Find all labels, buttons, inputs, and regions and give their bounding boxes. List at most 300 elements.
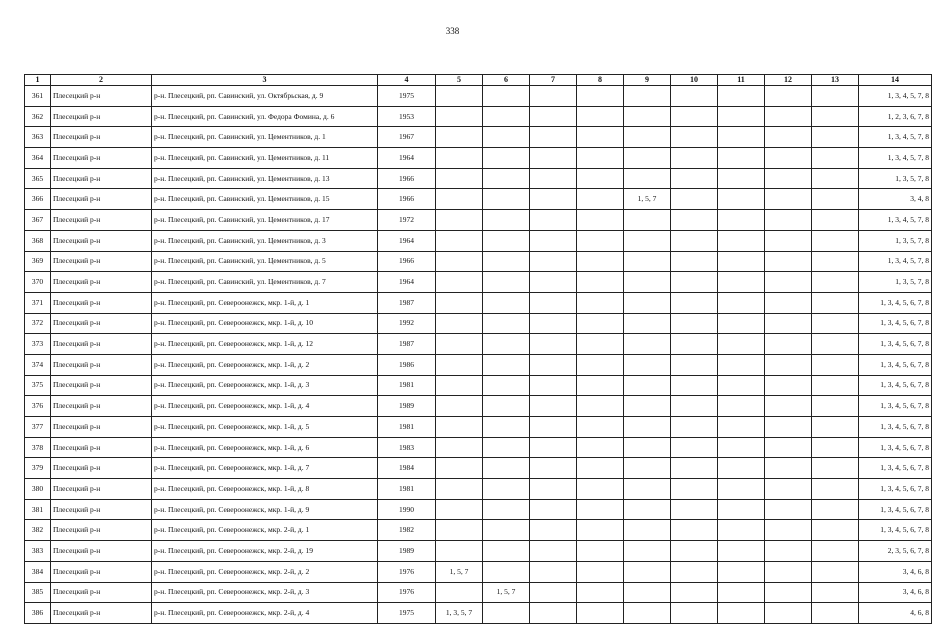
table-cell-col-3: р-н. Плесецкий, рп. Североонежск, мкр. 1-й, д. 10 bbox=[152, 313, 378, 334]
header-cell: 5 bbox=[436, 75, 483, 86]
table-cell-col-10 bbox=[671, 272, 718, 293]
table-cell-col-8 bbox=[577, 582, 624, 603]
table-cell-col-3: р-н. Плесецкий, рп. Савинский, ул. Цементников, д. 11 bbox=[152, 148, 378, 169]
table-cell-col-10 bbox=[671, 499, 718, 520]
table-cell-col-6 bbox=[483, 499, 530, 520]
table-cell-col-11 bbox=[718, 189, 765, 210]
table-cell-col-10 bbox=[671, 582, 718, 603]
table-cell-col-13 bbox=[812, 86, 859, 107]
header-cell: 11 bbox=[718, 75, 765, 86]
table-cell-col-13 bbox=[812, 210, 859, 231]
header-cell: 10 bbox=[671, 75, 718, 86]
table-row bbox=[25, 272, 932, 293]
table-cell-col-11 bbox=[718, 561, 765, 582]
table-cell-col-3: р-н. Плесецкий, рп. Североонежск, мкр. 2-й, д. 1 bbox=[152, 520, 378, 541]
table-cell-col-7 bbox=[530, 437, 577, 458]
table-cell-col-2: Плесецкий р-н bbox=[51, 106, 152, 127]
table-cell-col-2: Плесецкий р-н bbox=[51, 520, 152, 541]
table-cell-col-6 bbox=[483, 334, 530, 355]
table-cell-col-2: Плесецкий р-н bbox=[51, 458, 152, 479]
table-cell-col-11 bbox=[718, 396, 765, 417]
table-cell-col-4: 1972 bbox=[378, 210, 436, 231]
table-cell-col-4: 1981 bbox=[378, 417, 436, 438]
table-cell-col-13 bbox=[812, 272, 859, 293]
table-cell-col-6 bbox=[483, 230, 530, 251]
table-cell-col-2: Плесецкий р-н bbox=[51, 561, 152, 582]
table-cell-col-9 bbox=[624, 396, 671, 417]
table-cell-col-1: 362 bbox=[25, 106, 51, 127]
table-cell-col-11 bbox=[718, 313, 765, 334]
table-cell-col-6 bbox=[483, 396, 530, 417]
table-cell-col-7 bbox=[530, 520, 577, 541]
table-cell-col-1: 371 bbox=[25, 292, 51, 313]
table-cell-col-2: Плесецкий р-н bbox=[51, 603, 152, 624]
table-row bbox=[25, 582, 932, 603]
header-cell: 14 bbox=[859, 75, 932, 86]
table-cell-col-11 bbox=[718, 582, 765, 603]
table-cell-col-7 bbox=[530, 375, 577, 396]
table-cell-col-12 bbox=[765, 127, 812, 148]
table-cell-col-7 bbox=[530, 230, 577, 251]
table-row bbox=[25, 354, 932, 375]
table-cell-col-13 bbox=[812, 603, 859, 624]
table-cell-col-2: Плесецкий р-н bbox=[51, 582, 152, 603]
table-cell-col-8 bbox=[577, 210, 624, 231]
table-cell-col-5 bbox=[436, 148, 483, 169]
table-cell-col-7 bbox=[530, 210, 577, 231]
table-cell-col-2: Плесецкий р-н bbox=[51, 396, 152, 417]
table-cell-col-2: Плесецкий р-н bbox=[51, 168, 152, 189]
table-cell-col-4: 1989 bbox=[378, 396, 436, 417]
table-cell-col-14: 1, 3, 5, 7, 8 bbox=[859, 230, 932, 251]
table-cell-col-13 bbox=[812, 292, 859, 313]
table-cell-col-13 bbox=[812, 375, 859, 396]
table-cell-col-8 bbox=[577, 417, 624, 438]
table-row bbox=[25, 375, 932, 396]
table-cell-col-10 bbox=[671, 561, 718, 582]
table-cell-col-10 bbox=[671, 396, 718, 417]
table-cell-col-11 bbox=[718, 334, 765, 355]
table-cell-col-10 bbox=[671, 437, 718, 458]
table-cell-col-2: Плесецкий р-н bbox=[51, 479, 152, 500]
table-row bbox=[25, 541, 932, 562]
table-cell-col-12 bbox=[765, 210, 812, 231]
table-cell-col-6 bbox=[483, 86, 530, 107]
table-cell-col-14: 1, 3, 4, 5, 6, 7, 8 bbox=[859, 437, 932, 458]
table-cell-col-3: р-н. Плесецкий, рп. Североонежск, мкр. 1-й, д. 3 bbox=[152, 375, 378, 396]
table-cell-col-10 bbox=[671, 458, 718, 479]
table-cell-col-5 bbox=[436, 292, 483, 313]
table-cell-col-6 bbox=[483, 168, 530, 189]
table-cell-col-9 bbox=[624, 582, 671, 603]
table-cell-col-8 bbox=[577, 541, 624, 562]
table-row bbox=[25, 251, 932, 272]
header-cell: 3 bbox=[152, 75, 378, 86]
table-cell-col-6 bbox=[483, 458, 530, 479]
table-cell-col-12 bbox=[765, 561, 812, 582]
table-cell-col-14: 1, 3, 4, 5, 6, 7, 8 bbox=[859, 313, 932, 334]
table-cell-col-14: 1, 3, 4, 5, 6, 7, 8 bbox=[859, 417, 932, 438]
table-cell-col-14: 1, 3, 4, 5, 6, 7, 8 bbox=[859, 375, 932, 396]
table-cell-col-8 bbox=[577, 396, 624, 417]
table-cell-col-2: Плесецкий р-н bbox=[51, 417, 152, 438]
table-cell-col-4: 1966 bbox=[378, 251, 436, 272]
table-cell-col-3: р-н. Плесецкий, рп. Североонежск, мкр. 1-й, д. 12 bbox=[152, 334, 378, 355]
table-row bbox=[25, 86, 932, 107]
table-cell-col-5 bbox=[436, 499, 483, 520]
table-cell-col-3: р-н. Плесецкий, рп. Североонежск, мкр. 1-й, д. 1 bbox=[152, 292, 378, 313]
table-cell-col-7 bbox=[530, 396, 577, 417]
table-cell-col-4: 1989 bbox=[378, 541, 436, 562]
table-cell-col-9 bbox=[624, 458, 671, 479]
table-cell-col-5 bbox=[436, 230, 483, 251]
table-cell-col-10 bbox=[671, 334, 718, 355]
table-cell-col-5 bbox=[436, 168, 483, 189]
table-cell-col-13 bbox=[812, 189, 859, 210]
table-cell-col-13 bbox=[812, 148, 859, 169]
table-cell-col-11 bbox=[718, 86, 765, 107]
table-cell-col-12 bbox=[765, 437, 812, 458]
table-cell-col-14: 1, 3, 4, 5, 6, 7, 8 bbox=[859, 499, 932, 520]
table-cell-col-11 bbox=[718, 354, 765, 375]
table-cell-col-13 bbox=[812, 313, 859, 334]
header-cell: 4 bbox=[378, 75, 436, 86]
table-cell-col-7 bbox=[530, 561, 577, 582]
table-cell-col-7 bbox=[530, 479, 577, 500]
table-cell-col-7 bbox=[530, 148, 577, 169]
table-cell-col-4: 1990 bbox=[378, 499, 436, 520]
table-cell-col-11 bbox=[718, 292, 765, 313]
table-cell-col-14: 1, 3, 4, 5, 7, 8 bbox=[859, 251, 932, 272]
table-cell-col-8 bbox=[577, 127, 624, 148]
table-cell-col-8 bbox=[577, 375, 624, 396]
table-cell-col-3: р-н. Плесецкий, рп. Североонежск, мкр. 2-й, д. 3 bbox=[152, 582, 378, 603]
table-cell-col-4: 1981 bbox=[378, 479, 436, 500]
table-cell-col-11 bbox=[718, 603, 765, 624]
table-cell-col-6 bbox=[483, 210, 530, 231]
table-cell-col-14: 1, 3, 4, 5, 6, 7, 8 bbox=[859, 458, 932, 479]
table-cell-col-8 bbox=[577, 86, 624, 107]
header-cell: 2 bbox=[51, 75, 152, 86]
table-cell-col-4: 1984 bbox=[378, 458, 436, 479]
table-cell-col-3: р-н. Плесецкий, рп. Североонежск, мкр. 2-й, д. 19 bbox=[152, 541, 378, 562]
table-cell-col-13 bbox=[812, 417, 859, 438]
table-row bbox=[25, 127, 932, 148]
table-cell-col-8 bbox=[577, 230, 624, 251]
table-cell-col-12 bbox=[765, 499, 812, 520]
table-cell-col-8 bbox=[577, 106, 624, 127]
table-row bbox=[25, 458, 932, 479]
table-cell-col-6 bbox=[483, 251, 530, 272]
table-cell-col-12 bbox=[765, 458, 812, 479]
table-cell-col-10 bbox=[671, 168, 718, 189]
table-cell-col-11 bbox=[718, 541, 765, 562]
table-cell-col-8 bbox=[577, 479, 624, 500]
table-cell-col-2: Плесецкий р-н bbox=[51, 334, 152, 355]
table-row bbox=[25, 334, 932, 355]
table-cell-col-7 bbox=[530, 458, 577, 479]
table-cell-col-5 bbox=[436, 334, 483, 355]
table-cell-col-3: р-н. Плесецкий, рп. Савинский, ул. Цементников, д. 13 bbox=[152, 168, 378, 189]
table-cell-col-12 bbox=[765, 272, 812, 293]
table-cell-col-8 bbox=[577, 148, 624, 169]
table-cell-col-14: 1, 3, 4, 5, 6, 7, 8 bbox=[859, 396, 932, 417]
header-cell: 1 bbox=[25, 75, 51, 86]
table-cell-col-1: 368 bbox=[25, 230, 51, 251]
table-cell-col-6 bbox=[483, 127, 530, 148]
table-cell-col-6 bbox=[483, 417, 530, 438]
table-cell-col-12 bbox=[765, 230, 812, 251]
table-cell-col-10 bbox=[671, 417, 718, 438]
table-cell-col-2: Плесецкий р-н bbox=[51, 499, 152, 520]
table-cell-col-9 bbox=[624, 334, 671, 355]
table-cell-col-6 bbox=[483, 292, 530, 313]
table-cell-col-1: 375 bbox=[25, 375, 51, 396]
table-cell-col-4: 1964 bbox=[378, 272, 436, 293]
table-cell-col-4: 1967 bbox=[378, 127, 436, 148]
table-cell-col-9 bbox=[624, 272, 671, 293]
table-cell-col-13 bbox=[812, 106, 859, 127]
table-cell-col-14: 1, 3, 5, 7, 8 bbox=[859, 168, 932, 189]
table-cell-col-7 bbox=[530, 313, 577, 334]
table-cell-col-6 bbox=[483, 479, 530, 500]
table-cell-col-14: 1, 3, 4, 5, 7, 8 bbox=[859, 127, 932, 148]
table-cell-col-11 bbox=[718, 106, 765, 127]
table-cell-col-7 bbox=[530, 603, 577, 624]
table-cell-col-9 bbox=[624, 375, 671, 396]
table-cell-col-1: 380 bbox=[25, 479, 51, 500]
table-cell-col-5 bbox=[436, 86, 483, 107]
table-cell-col-13 bbox=[812, 396, 859, 417]
table-cell-col-9 bbox=[624, 417, 671, 438]
table-cell-col-10 bbox=[671, 251, 718, 272]
table-cell-col-12 bbox=[765, 354, 812, 375]
table-cell-col-12 bbox=[765, 603, 812, 624]
table-cell-col-2: Плесецкий р-н bbox=[51, 272, 152, 293]
table-cell-col-11 bbox=[718, 458, 765, 479]
table-row bbox=[25, 313, 932, 334]
table-cell-col-1: 361 bbox=[25, 86, 51, 107]
table-cell-col-11 bbox=[718, 375, 765, 396]
header-cell: 8 bbox=[577, 75, 624, 86]
table-cell-col-9: 1, 5, 7 bbox=[624, 189, 671, 210]
table-cell-col-5 bbox=[436, 210, 483, 231]
table-cell-col-1: 385 bbox=[25, 582, 51, 603]
table-cell-col-12 bbox=[765, 479, 812, 500]
table-cell-col-11 bbox=[718, 251, 765, 272]
table-cell-col-9 bbox=[624, 499, 671, 520]
table-cell-col-10 bbox=[671, 541, 718, 562]
table-cell-col-5 bbox=[436, 396, 483, 417]
table-row bbox=[25, 292, 932, 313]
table-cell-col-2: Плесецкий р-н bbox=[51, 127, 152, 148]
table-cell-col-14: 3, 4, 8 bbox=[859, 189, 932, 210]
table-cell-col-3: р-н. Плесецкий, рп. Савинский, ул. Октябрьская, д. 9 bbox=[152, 86, 378, 107]
table-cell-col-13 bbox=[812, 582, 859, 603]
table-cell-col-7 bbox=[530, 86, 577, 107]
table-cell-col-5 bbox=[436, 479, 483, 500]
table-cell-col-2: Плесецкий р-н bbox=[51, 86, 152, 107]
table-cell-col-14: 1, 3, 4, 5, 7, 8 bbox=[859, 86, 932, 107]
table-cell-col-11 bbox=[718, 479, 765, 500]
table-row bbox=[25, 437, 932, 458]
page-number: 338 bbox=[445, 26, 460, 36]
table-cell-col-8 bbox=[577, 251, 624, 272]
table-cell-col-9 bbox=[624, 561, 671, 582]
table-row bbox=[25, 561, 932, 582]
table-cell-col-8 bbox=[577, 189, 624, 210]
table-cell-col-9 bbox=[624, 292, 671, 313]
table-cell-col-6 bbox=[483, 541, 530, 562]
table-cell-col-10 bbox=[671, 148, 718, 169]
table-cell-col-1: 363 bbox=[25, 127, 51, 148]
table-cell-col-6 bbox=[483, 313, 530, 334]
table-row bbox=[25, 479, 932, 500]
table-cell-col-6 bbox=[483, 437, 530, 458]
table-cell-col-6 bbox=[483, 189, 530, 210]
table-cell-col-6 bbox=[483, 148, 530, 169]
header-cell: 9 bbox=[624, 75, 671, 86]
table-cell-col-12 bbox=[765, 106, 812, 127]
table-cell-col-3: р-н. Плесецкий, рп. Североонежск, мкр. 1-й, д. 8 bbox=[152, 479, 378, 500]
table-cell-col-7 bbox=[530, 127, 577, 148]
table-cell-col-12 bbox=[765, 375, 812, 396]
table-cell-col-1: 367 bbox=[25, 210, 51, 231]
table-cell-col-9 bbox=[624, 251, 671, 272]
table-cell-col-10 bbox=[671, 520, 718, 541]
table-cell-col-11 bbox=[718, 168, 765, 189]
table-cell-col-1: 373 bbox=[25, 334, 51, 355]
table-cell-col-2: Плесецкий р-н bbox=[51, 313, 152, 334]
table-cell-col-6 bbox=[483, 561, 530, 582]
table-cell-col-13 bbox=[812, 251, 859, 272]
table-cell-col-7 bbox=[530, 272, 577, 293]
table-cell-col-12 bbox=[765, 148, 812, 169]
table-cell-col-3: р-н. Плесецкий, рп. Североонежск, мкр. 1-й, д. 6 bbox=[152, 437, 378, 458]
table-cell-col-14: 1, 3, 5, 7, 8 bbox=[859, 272, 932, 293]
table-cell-col-1: 376 bbox=[25, 396, 51, 417]
table-cell-col-13 bbox=[812, 437, 859, 458]
table-cell-col-2: Плесецкий р-н bbox=[51, 210, 152, 231]
table-cell-col-13 bbox=[812, 127, 859, 148]
table-cell-col-1: 369 bbox=[25, 251, 51, 272]
table-cell-col-1: 364 bbox=[25, 148, 51, 169]
table-cell-col-7 bbox=[530, 417, 577, 438]
table-row bbox=[25, 168, 932, 189]
table-cell-col-9 bbox=[624, 479, 671, 500]
table-row bbox=[25, 499, 932, 520]
table-cell-col-9 bbox=[624, 106, 671, 127]
table-cell-col-1: 383 bbox=[25, 541, 51, 562]
table-cell-col-5 bbox=[436, 354, 483, 375]
table-cell-col-13 bbox=[812, 334, 859, 355]
table-cell-col-5 bbox=[436, 458, 483, 479]
registry-table bbox=[24, 74, 932, 624]
table-cell-col-3: р-н. Плесецкий, рп. Североонежск, мкр. 1-й, д. 9 bbox=[152, 499, 378, 520]
table-cell-col-14: 1, 3, 4, 5, 7, 8 bbox=[859, 210, 932, 231]
table-cell-col-5 bbox=[436, 541, 483, 562]
table-cell-col-4: 1976 bbox=[378, 582, 436, 603]
table-cell-col-1: 382 bbox=[25, 520, 51, 541]
table-cell-col-14: 3, 4, 6, 8 bbox=[859, 561, 932, 582]
table-cell-col-1: 377 bbox=[25, 417, 51, 438]
table-cell-col-3: р-н. Плесецкий, рп. Североонежск, мкр. 2-й, д. 2 bbox=[152, 561, 378, 582]
table-cell-col-3: р-н. Плесецкий, рп. Североонежск, мкр. 1-й, д. 2 bbox=[152, 354, 378, 375]
table-cell-col-13 bbox=[812, 499, 859, 520]
table-cell-col-7 bbox=[530, 541, 577, 562]
table-cell-col-7 bbox=[530, 189, 577, 210]
table-cell-col-5 bbox=[436, 520, 483, 541]
table-cell-col-1: 381 bbox=[25, 499, 51, 520]
table-cell-col-9 bbox=[624, 354, 671, 375]
table-cell-col-13 bbox=[812, 520, 859, 541]
table-cell-col-14: 1, 3, 4, 5, 6, 7, 8 bbox=[859, 354, 932, 375]
table-cell-col-12 bbox=[765, 313, 812, 334]
table-row bbox=[25, 230, 932, 251]
table-cell-col-7 bbox=[530, 292, 577, 313]
table-cell-col-2: Плесецкий р-н bbox=[51, 375, 152, 396]
table-cell-col-9 bbox=[624, 520, 671, 541]
table-cell-col-14: 2, 3, 5, 6, 7, 8 bbox=[859, 541, 932, 562]
table-cell-col-3: р-н. Плесецкий, рп. Савинский, ул. Цементников, д. 17 bbox=[152, 210, 378, 231]
table-cell-col-5 bbox=[436, 417, 483, 438]
table-cell-col-14: 1, 3, 4, 5, 6, 7, 8 bbox=[859, 334, 932, 355]
table-cell-col-10 bbox=[671, 210, 718, 231]
table-cell-col-10 bbox=[671, 479, 718, 500]
table-cell-col-5 bbox=[436, 582, 483, 603]
table-cell-col-4: 1983 bbox=[378, 437, 436, 458]
table-cell-col-12 bbox=[765, 334, 812, 355]
table-cell-col-8 bbox=[577, 499, 624, 520]
table-cell-col-10 bbox=[671, 189, 718, 210]
table-cell-col-4: 1982 bbox=[378, 520, 436, 541]
table-cell-col-4: 1987 bbox=[378, 334, 436, 355]
table-cell-col-13 bbox=[812, 354, 859, 375]
table-cell-col-6 bbox=[483, 354, 530, 375]
table-cell-col-9 bbox=[624, 603, 671, 624]
table-cell-col-9 bbox=[624, 313, 671, 334]
table-cell-col-14: 1, 3, 4, 5, 6, 7, 8 bbox=[859, 479, 932, 500]
table-cell-col-2: Плесецкий р-н bbox=[51, 189, 152, 210]
table-cell-col-12 bbox=[765, 396, 812, 417]
table-cell-col-12 bbox=[765, 417, 812, 438]
table-cell-col-13 bbox=[812, 458, 859, 479]
table-row bbox=[25, 396, 932, 417]
table-cell-col-8 bbox=[577, 292, 624, 313]
table-cell-col-4: 1992 bbox=[378, 313, 436, 334]
header-cell: 13 bbox=[812, 75, 859, 86]
table-cell-col-14: 1, 3, 4, 5, 7, 8 bbox=[859, 148, 932, 169]
table-cell-col-8 bbox=[577, 272, 624, 293]
table-cell-col-11 bbox=[718, 210, 765, 231]
table-cell-col-4: 1964 bbox=[378, 148, 436, 169]
table-cell-col-7 bbox=[530, 251, 577, 272]
table-cell-col-7 bbox=[530, 354, 577, 375]
table-cell-col-5 bbox=[436, 189, 483, 210]
table-cell-col-12 bbox=[765, 86, 812, 107]
table-row bbox=[25, 189, 932, 210]
table-cell-col-8 bbox=[577, 313, 624, 334]
table-cell-col-2: Плесецкий р-н bbox=[51, 292, 152, 313]
table-cell-col-2: Плесецкий р-н bbox=[51, 354, 152, 375]
table-cell-col-3: р-н. Плесецкий, рп. Савинский, ул. Цементников, д. 15 bbox=[152, 189, 378, 210]
table-cell-col-4: 1975 bbox=[378, 603, 436, 624]
table-cell-col-1: 378 bbox=[25, 437, 51, 458]
table-cell-col-13 bbox=[812, 230, 859, 251]
table-cell-col-14: 1, 2, 3, 6, 7, 8 bbox=[859, 106, 932, 127]
table-cell-col-4: 1966 bbox=[378, 168, 436, 189]
table-cell-col-14: 1, 3, 4, 5, 6, 7, 8 bbox=[859, 520, 932, 541]
